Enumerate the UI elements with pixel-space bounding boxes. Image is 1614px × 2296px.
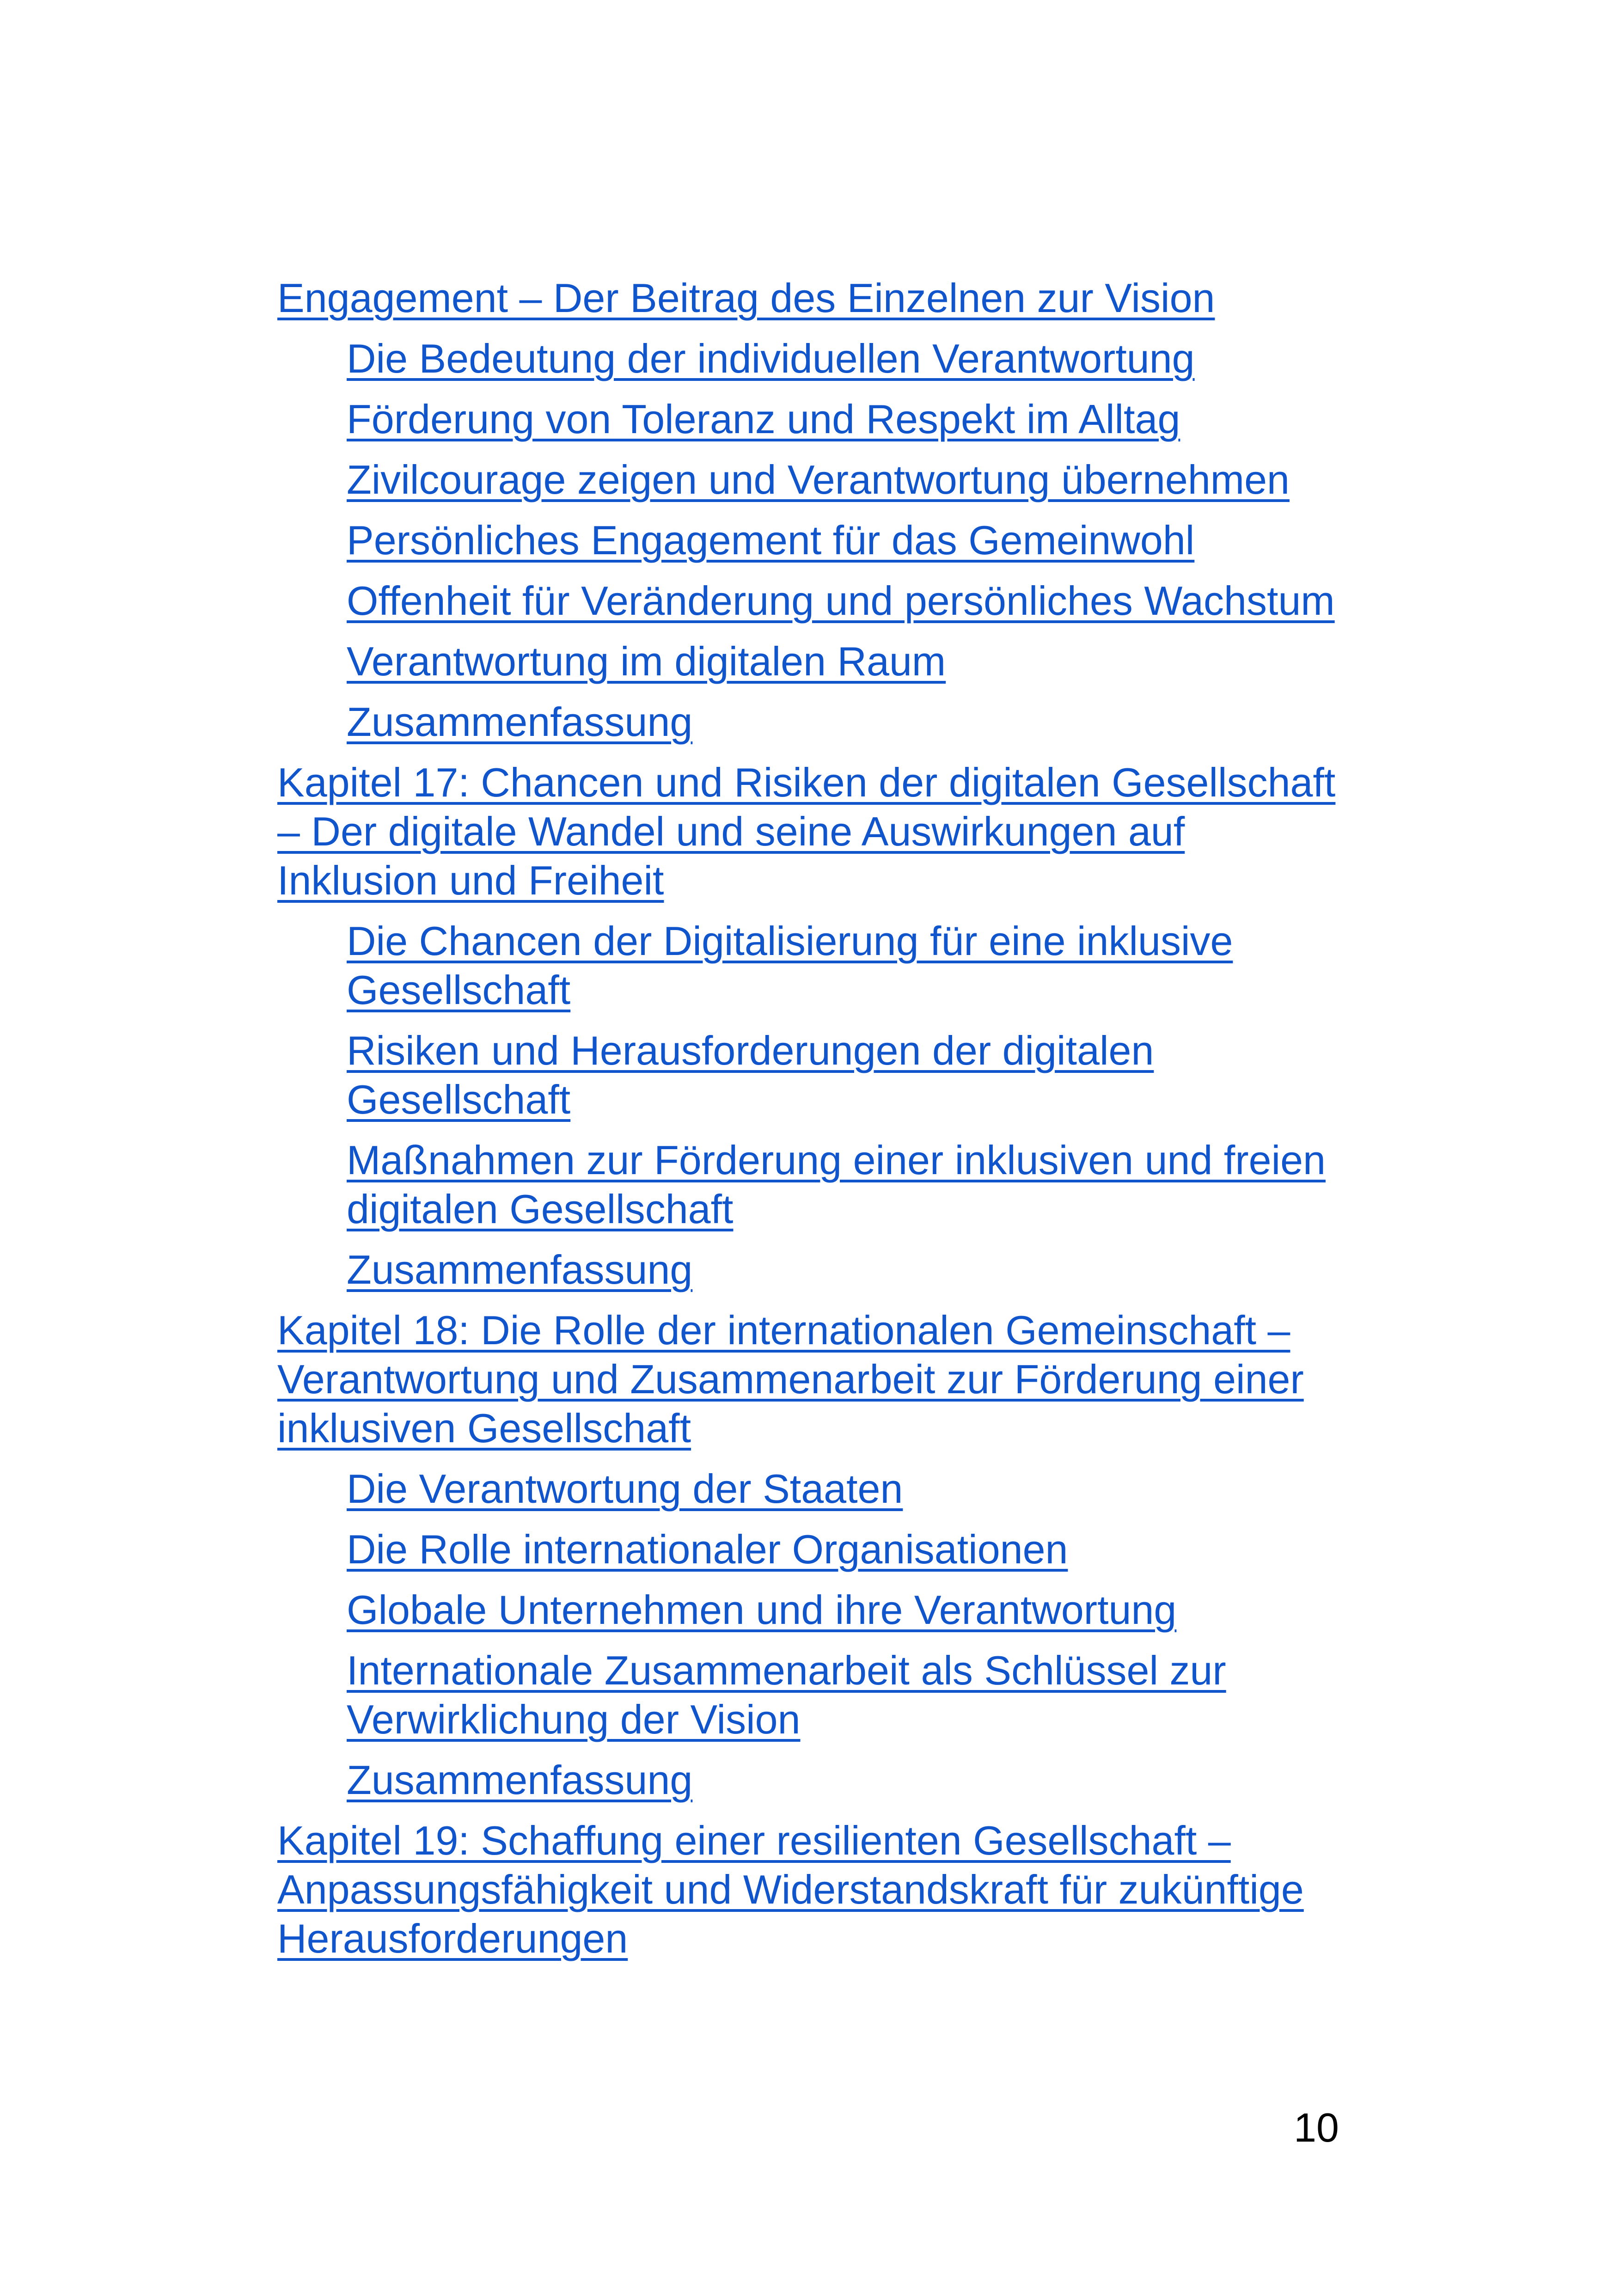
toc-link[interactable]: Zusammenfassung — [347, 1757, 693, 1803]
toc-entry-section — [277, 1586, 1345, 1635]
toc-entry-section — [277, 1646, 1345, 1744]
toc-link[interactable]: Kapitel 19: Schaffung einer resilienten Gesellschaft – Anpassungsfähigkeit und Widerstandskraft für zukünftige Herausforderungen — [277, 1818, 1304, 1961]
toc-link[interactable]: Offenheit für Veränderung und persönliches Wachstum — [347, 578, 1335, 624]
toc-link[interactable]: Verantwortung im digitalen Raum — [347, 638, 946, 684]
toc-link[interactable]: Globale Unternehmen und ihre Verantwortung — [347, 1587, 1177, 1633]
toc-link[interactable]: Die Chancen der Digitalisierung für eine inklusive Gesellschaft — [347, 918, 1233, 1013]
toc-link[interactable]: Die Rolle internationaler Organisationen — [347, 1526, 1068, 1572]
toc-entry-section — [277, 917, 1345, 1015]
toc-entry-chapter — [277, 758, 1345, 905]
toc-link[interactable]: Die Bedeutung der individuellen Verantwortung — [347, 336, 1195, 381]
toc-link[interactable]: Kapitel 18: Die Rolle der internationalen Gemeinschaft – Verantwortung und Zusammenarbeit zur Förderung einer inklusiven Gesellschaft — [277, 1307, 1304, 1451]
toc-entry-section — [277, 1525, 1345, 1574]
toc-entry-section — [277, 1245, 1345, 1294]
toc-link[interactable]: Risiken und Herausforderungen der digitalen Gesellschaft — [347, 1028, 1154, 1122]
toc-entry-section — [277, 1026, 1345, 1124]
toc-link[interactable]: Zusammenfassung — [347, 1247, 693, 1292]
toc-entry-section — [277, 395, 1345, 444]
toc-link[interactable]: Zivilcourage zeigen und Verantwortung übernehmen — [347, 457, 1290, 502]
toc-entry-section — [277, 455, 1345, 504]
toc-link[interactable]: Förderung von Toleranz und Respekt im Alltag — [347, 396, 1180, 442]
toc-link[interactable]: Internationale Zusammenarbeit als Schlüssel zur Verwirklichung der Vision — [347, 1647, 1226, 1742]
toc-entry-section — [277, 698, 1345, 747]
toc-link[interactable]: Persönliches Engagement für das Gemeinwohl — [347, 517, 1195, 563]
toc-entry-section — [277, 1136, 1345, 1234]
table-of-contents — [277, 274, 1345, 1975]
toc-link[interactable]: Maßnahmen zur Förderung einer inklusiven und freien digitalen Gesellschaft — [347, 1137, 1326, 1232]
toc-entry-section — [277, 334, 1345, 383]
toc-entry-chapter — [277, 1816, 1345, 1963]
toc-entry-chapter — [277, 1306, 1345, 1453]
toc-entry-section — [277, 1756, 1345, 1805]
toc-entry-section — [277, 516, 1345, 565]
toc-entry-section — [277, 576, 1345, 625]
toc-link[interactable]: Zusammenfassung — [347, 699, 693, 745]
toc-link[interactable]: Engagement – Der Beitrag des Einzelnen zur Vision — [277, 275, 1215, 321]
toc-entry-chapter — [277, 274, 1345, 323]
toc-entry-section — [277, 637, 1345, 686]
toc-link[interactable]: Die Verantwortung der Staaten — [347, 1466, 903, 1512]
toc-entry-section — [277, 1464, 1345, 1513]
page-number: 10 — [1294, 2105, 1339, 2150]
toc-link[interactable]: Kapitel 17: Chancen und Risiken der digitalen Gesellschaft – Der digitale Wandel und seine Auswirkungen auf Inklusion und Freiheit — [277, 759, 1336, 903]
